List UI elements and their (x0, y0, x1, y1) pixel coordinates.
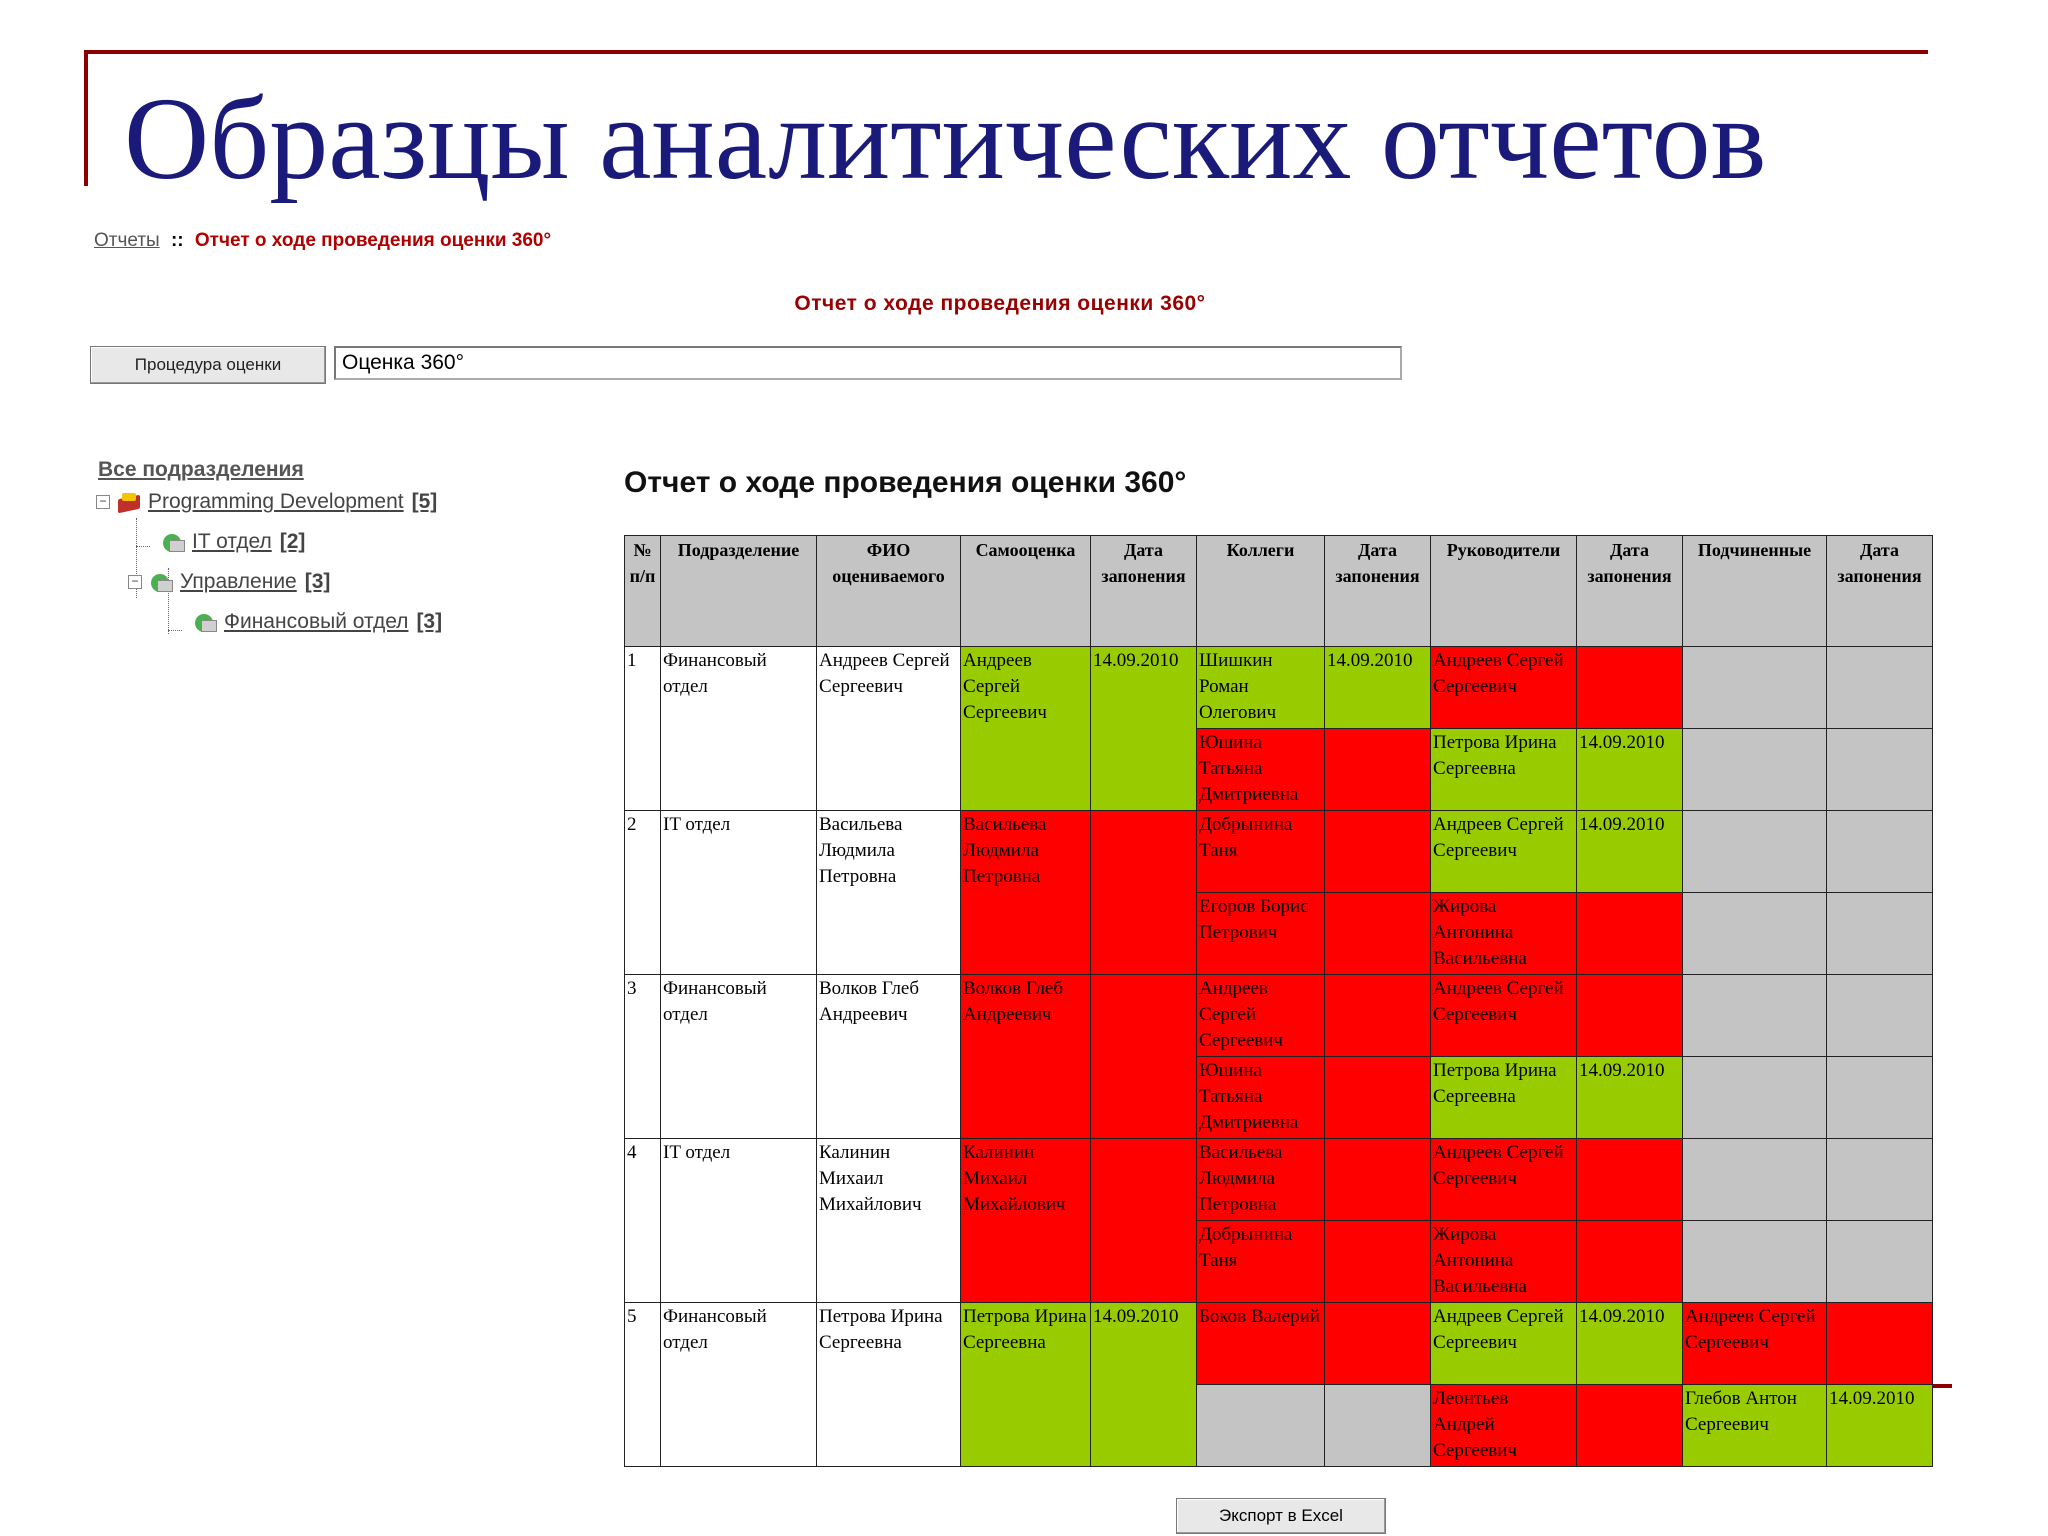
tree-node-management[interactable] (128, 570, 330, 594)
manager-date (1577, 893, 1683, 975)
tree-connector (136, 546, 150, 547)
subordinate-date (1827, 647, 1933, 729)
manager-date: 14.09.2010 (1577, 729, 1683, 811)
subordinate-date (1827, 1303, 1933, 1385)
tree-connector (168, 630, 182, 631)
colleague-date (1325, 893, 1431, 975)
manager-date: 14.09.2010 (1577, 1057, 1683, 1139)
subordinate-date (1827, 1221, 1933, 1303)
manager-cell: Андреев Сергей Сергеевич (1431, 1139, 1577, 1221)
manager-cell: Леонтьев Андрей Сергеевич (1431, 1385, 1577, 1467)
colleague-date (1325, 1385, 1431, 1467)
breadcrumb-separator: :: (170, 230, 184, 251)
department-cell: IT отдел (661, 811, 817, 975)
colleague-date (1325, 1139, 1431, 1221)
collapse-toggle-icon[interactable]: − (96, 495, 110, 509)
tree-node-programming-development[interactable] (96, 490, 437, 514)
tree-node-it-dept[interactable] (160, 530, 305, 554)
column-header: Дата запонения (1577, 536, 1683, 647)
subordinate-cell (1683, 1221, 1827, 1303)
tree-node-label[interactable]: IT отдел (192, 530, 272, 553)
column-header: Подразделение (661, 536, 817, 647)
manager-cell: Петрова Ирина Сергеевна (1431, 729, 1577, 811)
table-row (625, 1303, 1933, 1385)
colleague-cell: Боков Валерий (1197, 1303, 1325, 1385)
colleague-date (1325, 975, 1431, 1057)
manager-date (1577, 647, 1683, 729)
colleague-date (1325, 729, 1431, 811)
subordinate-cell (1683, 1057, 1827, 1139)
subordinate-cell (1683, 647, 1827, 729)
employee-cell: Волков Глеб Андреевич (817, 975, 961, 1139)
procedure-button[interactable]: Процедура оценки (90, 346, 326, 384)
tree-node-label[interactable]: Programming Development (148, 490, 404, 513)
column-header: № п/п (625, 536, 661, 647)
manager-date (1577, 1221, 1683, 1303)
department-cell: Финансовый отдел (661, 975, 817, 1139)
table-title: Отчет о ходе проведения оценки 360° (624, 466, 1187, 499)
colleague-date: 14.09.2010 (1325, 647, 1431, 729)
manager-date: 14.09.2010 (1577, 1303, 1683, 1385)
colleague-date (1325, 1303, 1431, 1385)
manager-cell: Петрова Ирина Сергеевна (1431, 1057, 1577, 1139)
self-assessment-cell: Андреев Сергей Сергеевич (961, 647, 1091, 811)
breadcrumb (94, 230, 551, 252)
employee-cell: Андреев Сергей Сергеевич (817, 647, 961, 811)
self-assessment-cell: Волков Глеб Андреевич (961, 975, 1091, 1139)
collapse-toggle-icon[interactable]: − (128, 575, 142, 589)
tree-root-all-departments[interactable]: Все подразделения (98, 458, 304, 481)
subordinate-cell (1683, 975, 1827, 1057)
subordinate-date (1827, 893, 1933, 975)
column-header: Дата запонения (1091, 536, 1197, 647)
tree-node-label[interactable]: Финансовый отдел (224, 610, 409, 633)
row-number: 1 (625, 647, 661, 811)
tree-node-finance-dept[interactable] (192, 610, 442, 634)
employee-cell: Калинин Михаил Михайлович (817, 1139, 961, 1303)
subordinate-cell (1683, 811, 1827, 893)
slide-top-rule (84, 50, 1928, 54)
manager-cell: Андреев Сергей Сергеевич (1431, 1303, 1577, 1385)
table-row (625, 1139, 1933, 1221)
colleague-cell: Васильева Людмила Петровна (1197, 1139, 1325, 1221)
subordinate-date (1827, 975, 1933, 1057)
colleague-cell: Добрынина Таня (1197, 811, 1325, 893)
self-assessment-cell: Калинин Михаил Михайлович (961, 1139, 1091, 1303)
colleague-cell: Андреев Сергей Сергеевич (1197, 975, 1325, 1057)
colleague-cell: Юшина Татьяна Дмитриевна (1197, 1057, 1325, 1139)
department-icon (148, 571, 174, 593)
slide-left-rule (84, 50, 88, 186)
colleague-cell: Добрынина Таня (1197, 1221, 1325, 1303)
manager-date (1577, 975, 1683, 1057)
column-header: Дата запонения (1325, 536, 1431, 647)
subordinate-date (1827, 1139, 1933, 1221)
colleague-date (1325, 1221, 1431, 1303)
department-icon (192, 611, 218, 633)
breadcrumb-current: Отчет о ходе проведения оценки 360° (194, 230, 552, 251)
colleague-cell: Юшина Татьяна Дмитриевна (1197, 729, 1325, 811)
tree-node-count: [5] (411, 490, 438, 513)
subordinate-date: 14.09.2010 (1827, 1385, 1933, 1467)
report-heading: Отчет о ходе проведения оценки 360° (794, 292, 1206, 315)
column-header: ФИО оцениваемого (817, 536, 961, 647)
tree-node-count: [3] (416, 610, 443, 633)
colleague-cell: Шишкин Роман Олегович (1197, 647, 1325, 729)
manager-date: 14.09.2010 (1577, 811, 1683, 893)
row-number: 3 (625, 975, 661, 1139)
subordinate-cell (1683, 1139, 1827, 1221)
employee-cell: Петрова Ирина Сергеевна (817, 1303, 961, 1467)
self-assessment-cell: Петрова Ирина Сергеевна (961, 1303, 1091, 1467)
manager-cell: Андреев Сергей Сергеевич (1431, 647, 1577, 729)
manager-cell: Андреев Сергей Сергеевич (1431, 975, 1577, 1057)
subordinate-cell: Глебов Антон Сергеевич (1683, 1385, 1827, 1467)
assessment-progress-table (624, 535, 1933, 1467)
manager-cell: Андреев Сергей Сергеевич (1431, 811, 1577, 893)
subordinate-date (1827, 811, 1933, 893)
self-assessment-cell: Васильева Людмила Петровна (961, 811, 1091, 975)
table-row (625, 811, 1933, 893)
department-cell: Финансовый отдел (661, 1303, 817, 1467)
export-excel-button[interactable]: Экспорт в Excel (1176, 1498, 1386, 1534)
department-cell: IT отдел (661, 1139, 817, 1303)
subordinate-cell: Андреев Сергей Сергеевич (1683, 1303, 1827, 1385)
colleague-date (1325, 811, 1431, 893)
manager-cell: Жирова Антонина Васильевна (1431, 893, 1577, 975)
self-assessment-date: 14.09.2010 (1091, 1303, 1197, 1467)
slide-title: Образцы аналитических отчетов (124, 73, 1767, 204)
tree-node-label[interactable]: Управление (180, 570, 297, 593)
column-header: Дата запонения (1827, 536, 1933, 647)
breadcrumb-link-reports[interactable]: Отчеты (94, 230, 160, 251)
colleague-cell (1197, 1385, 1325, 1467)
manager-cell: Жирова Антонина Васильевна (1431, 1221, 1577, 1303)
tree-node-count: [2] (279, 530, 306, 553)
subordinate-cell (1683, 729, 1827, 811)
manager-date (1577, 1139, 1683, 1221)
folder-icon (116, 491, 142, 513)
department-cell: Финансовый отдел (661, 647, 817, 811)
self-assessment-date (1091, 975, 1197, 1139)
subordinate-date (1827, 729, 1933, 811)
self-assessment-date: 14.09.2010 (1091, 647, 1197, 811)
tree-node-count: [3] (304, 570, 331, 593)
self-assessment-date (1091, 811, 1197, 975)
colleague-cell: Егоров Борис Петрович (1197, 893, 1325, 975)
subordinate-cell (1683, 893, 1827, 975)
column-header: Руководители (1431, 536, 1577, 647)
manager-date (1577, 1385, 1683, 1467)
table-row (625, 975, 1933, 1057)
subordinate-date (1827, 1057, 1933, 1139)
colleague-date (1325, 1057, 1431, 1139)
row-number: 2 (625, 811, 661, 975)
employee-cell: Васильева Людмила Петровна (817, 811, 961, 975)
column-header: Самооценка (961, 536, 1091, 647)
column-header: Подчиненные (1683, 536, 1827, 647)
procedure-field[interactable]: Оценка 360° (334, 346, 1402, 380)
table-row (625, 647, 1933, 729)
row-number: 5 (625, 1303, 661, 1467)
table-header-row (625, 536, 1933, 647)
department-icon (160, 531, 186, 553)
self-assessment-date (1091, 1139, 1197, 1303)
column-header: Коллеги (1197, 536, 1325, 647)
row-number: 4 (625, 1139, 661, 1303)
